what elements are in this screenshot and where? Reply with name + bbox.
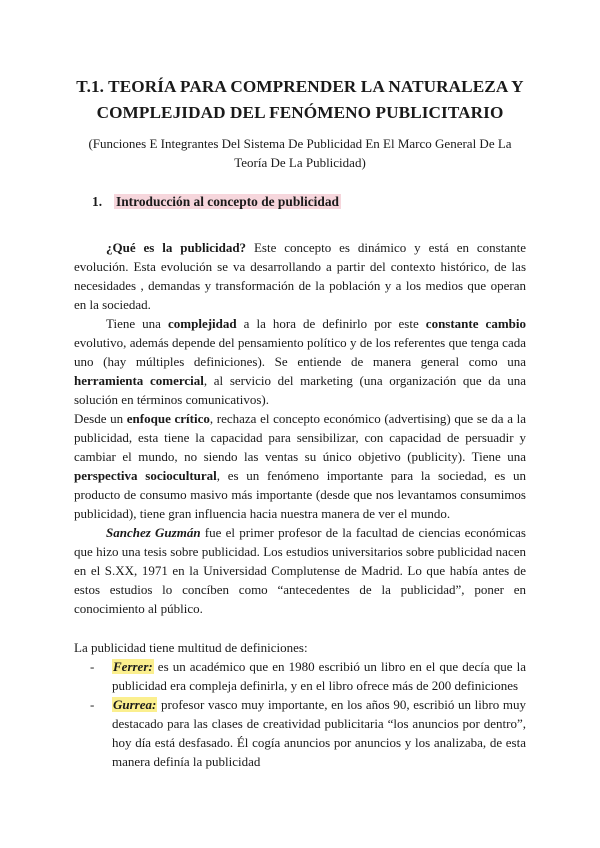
paragraph-sanchez xyxy=(74,523,526,618)
paragraph-text: fue el primer profesor de la facultad de ciencias económicas que hizo una tesis sobre publicidad. Los estudios universitarios sobre publicidad nacen en el S.XX, 1971 en la Universidad Complutense de Madrid. Lo que había antes de estos estudios lo concíben como “antecedentes de la publicidad”, poner en conocimiento al público. xyxy=(74,525,526,616)
document-subtitle: (Funciones E Integrantes Del Sistema De Publicidad En El Marco General De La Teoría De La Publicidad) xyxy=(88,136,512,170)
paragraph-enfoque xyxy=(74,409,526,523)
text-run: , al servicio del marketing (una organización que da una solución en términos comunicativos). xyxy=(74,373,526,407)
section-title: Introducción al concepto de publicidad xyxy=(116,194,339,209)
bold-term: herramienta comercial xyxy=(74,373,204,388)
dash-bullet: - xyxy=(90,659,95,674)
author-highlight: Gurrea: xyxy=(113,697,157,712)
body-text xyxy=(74,238,526,771)
text-run: Desde un xyxy=(74,411,127,426)
title-line-2: COMPLEJIDAD DEL FENÓMENO PUBLICITARIO xyxy=(96,103,504,122)
definitions-intro: La publicidad tiene multitud de definiciones: xyxy=(74,640,308,655)
author-name: Sanchez Guzmán xyxy=(106,525,201,540)
author-highlight: Ferrer: xyxy=(113,659,153,674)
text-run: , es un fenómeno importante para la sociedad, es un producto de consumo masivo más importante (desde que nos levantamos consumimos publicidad), tiene gran influencia hacia nuestra manera de ver el mundo. xyxy=(74,468,526,521)
list-item xyxy=(74,695,526,771)
bold-term: constante cambio xyxy=(425,316,526,331)
paragraph-que-es xyxy=(74,238,526,314)
document-title xyxy=(74,0,526,126)
question-bold: ¿Qué es la publicidad? xyxy=(106,240,247,255)
text-run: , rechaza el concepto económico (advertising) que se da a la publicidad, esta tiene la capacidad para sensibilizar, con capacidad de persuadir y cambiar el mundo, no siendo las ventas su único objetivo (publicity). Tiene una xyxy=(74,411,526,464)
dash-bullet: - xyxy=(90,697,95,712)
bold-term: enfoque crítico xyxy=(126,411,210,426)
paragraph-complejidad xyxy=(74,314,526,409)
text-run: evolutivo, además depende del pensamiento político y de los referentes que tenga cada uno (hay múltiples definiciones). Se entiende de manera general como una xyxy=(74,335,526,369)
title-line-1: T.1. TEORÍA PARA COMPRENDER LA NATURALEZA Y xyxy=(76,77,524,96)
text-run: a la hora de definirlo por este xyxy=(236,316,426,331)
section-number: 1. xyxy=(92,194,103,209)
section-heading xyxy=(74,192,526,212)
text-run: Tiene una xyxy=(106,316,168,331)
list-item xyxy=(74,657,526,695)
definitions-list xyxy=(74,657,526,771)
paragraph-text: Este concepto es dinámico y está en constante evolución. Esta evolución se va desarrollando a partir del contexto histórico, de las necesidades , demandas y transformación de la población y a los medios que operan en la sociedad. xyxy=(74,240,526,312)
list-item-text: es un académico que en 1980 escribió un libro en el que decía que la publicidad era compleja definirla, y en el libro ofrece más de 200 definiciones xyxy=(112,659,526,693)
list-item-text: profesor vasco muy importante, en los años 90, escribió un libro muy destacado para las clases de creatividad publicitaria “los anuncios por dentro”, hoy día está desfasado. Él cogía anuncios por anuncios y los analizaba, de esta manera definía la publicidad xyxy=(112,697,526,769)
bold-term: perspectiva sociocultural xyxy=(74,468,217,483)
bold-term: complejidad xyxy=(168,316,237,331)
